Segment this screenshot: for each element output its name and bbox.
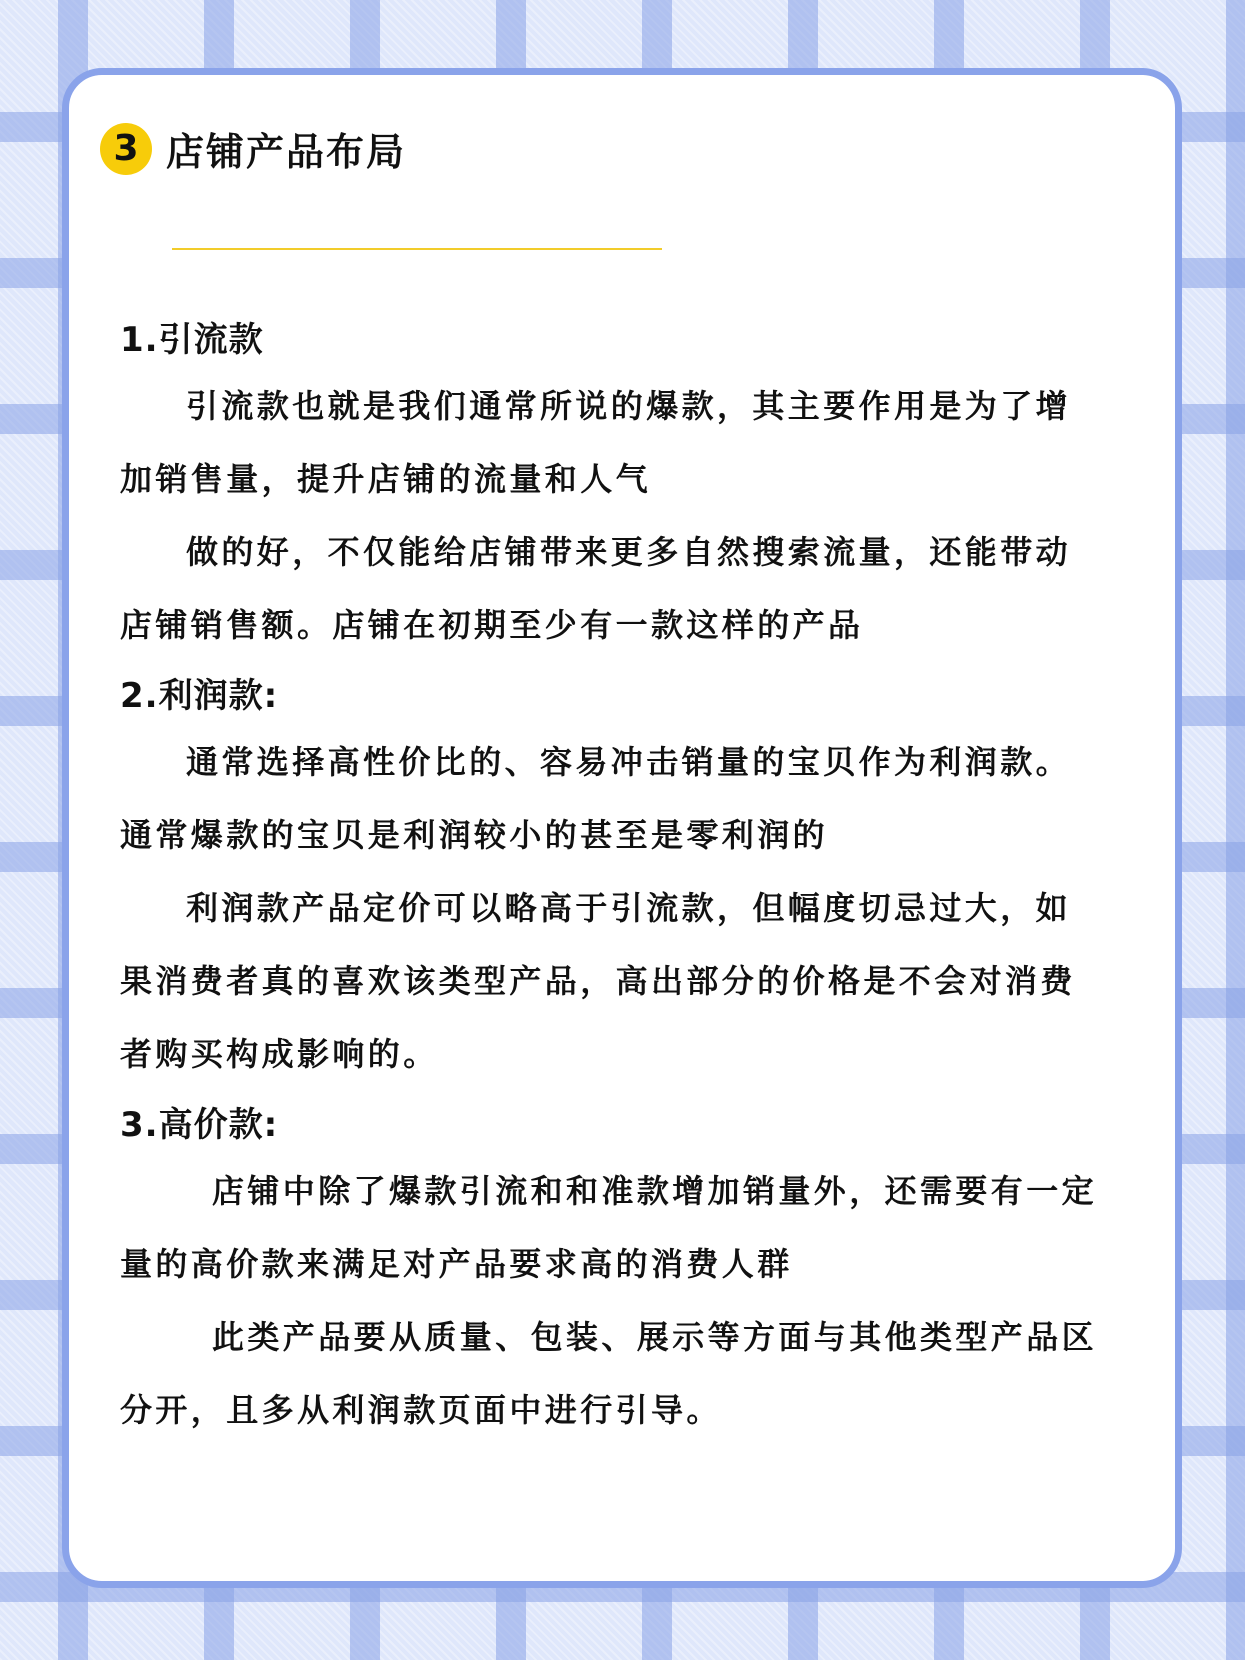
section-title: 店铺产品布局 [166,130,407,174]
paragraph: 引流款也就是我们通常所说的爆款，其主要作用是为了增加销售量，提升店铺的流量和人气 [120,387,1072,498]
paragraph: 利润款产品定价可以略高于引流款，但幅度切忌过大，如果消费者真的喜欢该类型产品，高出部分的价格是不会对消费者购买构成影响的。 [120,889,1076,1073]
paragraph: 店铺中除了爆款引流和和准款增加销量外，还需要有一定量的高价款来满足对产品要求高的消费人群 [120,1172,1098,1283]
paragraph: 通常选择高性价比的、容易冲击销量的宝贝作为利润款。通常爆款的宝贝是利润较小的甚至是零利润的 [120,743,1072,854]
subheading-traffic-product: 1.引流款 [120,320,264,360]
article-body [120,310,1100,1447]
section-heading [100,121,406,176]
title-underline [172,248,662,250]
subheading-premium-product: 3.高价款: [120,1105,279,1145]
subheading-profit-product: 2.利润款: [120,676,279,716]
paragraph: 此类产品要从质量、包装、展示等方面与其他类型产品区分开，且多从利润款页面中进行引导。 [120,1318,1098,1429]
section-number-badge: 3 [100,123,152,175]
paragraph: 做的好，不仅能给店铺带来更多自然搜索流量，还能带动店铺销售额。店铺在初期至少有一款这样的产品 [120,533,1072,644]
